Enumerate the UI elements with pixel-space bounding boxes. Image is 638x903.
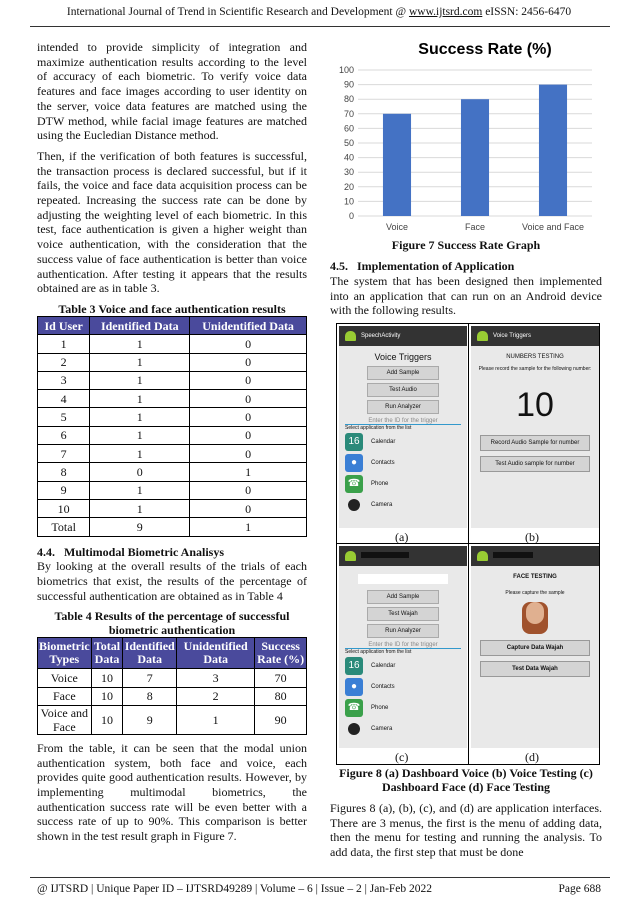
- screen-c-label: (c): [395, 750, 409, 764]
- chart-title: Success Rate (%): [418, 41, 552, 58]
- trigger-id-input[interactable]: Enter the ID for the trigger: [345, 418, 461, 425]
- table4-caption: Table 4 Results of the percentage of successful biometric authentication: [54, 609, 290, 638]
- y-tick-label: 90: [343, 79, 354, 90]
- test-wajah-button[interactable]: Test Wajah: [367, 607, 439, 621]
- journal-name: International Journal of Trend in Scientific Research and Development @: [66, 6, 409, 18]
- android-icon: [345, 551, 356, 561]
- table-cell: 0: [90, 463, 190, 481]
- app-contacts[interactable]: [339, 452, 467, 473]
- camera-icon: [348, 499, 360, 511]
- table-cell: 2: [177, 687, 255, 705]
- android-icon: [477, 551, 488, 561]
- table-row: [38, 353, 307, 371]
- footer-rule: [30, 877, 610, 878]
- app-label: Camera: [371, 725, 393, 732]
- table-cell: 10: [91, 669, 123, 687]
- screen-b-appbar: [471, 326, 599, 346]
- table-cell: 9: [90, 518, 190, 536]
- table-cell: 1: [90, 426, 190, 444]
- app-label: Camera: [371, 501, 393, 508]
- paragraph-4: From the table, it can be seen that the modal union authentication system, both face and voice, each provides quite good authentication results. However, by implementing multimodal biometrics, the authentication success rate will be even better with a success rate of up to 90%. This comparison is better shown in the test result graph in Figure 7.: [37, 740, 307, 844]
- table3-header: Unidentified Data: [190, 316, 307, 334]
- face-icon: [526, 602, 544, 624]
- select-app-label: Select application from the list: [345, 425, 412, 431]
- app-calendar[interactable]: [339, 655, 467, 676]
- table-cell: Total: [38, 518, 90, 536]
- contacts-icon: ●: [345, 678, 363, 696]
- phone-icon: ☎: [345, 475, 363, 493]
- figure8-caption: Figure 8 (a) Dashboard Voice (b) Voice Testing (c) Dashboard Face (d) Face Testing: [339, 766, 593, 794]
- screen-d-title: FACE TESTING: [513, 574, 557, 580]
- section-4-4-heading: 4.4. Multimodal Biometric Analisys: [37, 544, 224, 559]
- app-label: Phone: [371, 704, 389, 711]
- y-tick-label: 60: [343, 123, 354, 134]
- bar-voice: [383, 114, 411, 216]
- table-cell: 1: [90, 390, 190, 408]
- table-cell: 4: [38, 390, 90, 408]
- table-cell: Face: [38, 687, 92, 705]
- table-row: [38, 463, 307, 481]
- paragraph-5: The system that has been designed then implemented into an application that can run on an Android device with the following results.: [330, 274, 602, 318]
- table-cell: 10: [38, 499, 90, 517]
- x-tick-label: Voice: [385, 222, 409, 232]
- table-cell: 1: [38, 335, 90, 353]
- table-cell: 8: [38, 463, 90, 481]
- table-cell: 1: [190, 518, 307, 536]
- add-sample-button[interactable]: Add Sample: [367, 590, 439, 604]
- screen-d-face-testing: [471, 546, 599, 748]
- table-cell: 3: [38, 371, 90, 389]
- table-row: [38, 669, 307, 687]
- camera-icon: [348, 723, 360, 735]
- calendar-icon: 16: [345, 433, 363, 451]
- test-audio-button[interactable]: Test Audio: [367, 383, 439, 397]
- redacted-title: [361, 552, 409, 558]
- y-tick-label: 70: [343, 108, 354, 119]
- run-analyzer-button[interactable]: Run Analyzer: [367, 624, 439, 638]
- screen-a-title: Voice Triggers: [374, 352, 432, 362]
- bar-face: [461, 99, 489, 216]
- y-tick-label: 10: [343, 196, 354, 207]
- table-row: [38, 390, 307, 408]
- test-number: 10: [516, 386, 554, 424]
- select-app-label: Select application from the list: [345, 649, 412, 655]
- app-label: Contacts: [371, 459, 395, 466]
- screen-b-title: NUMBERS TESTING: [506, 354, 564, 360]
- y-tick-label: 100: [338, 65, 354, 75]
- app-calendar[interactable]: [339, 431, 467, 452]
- figure8-screens: [336, 323, 600, 765]
- table-row: [38, 371, 307, 389]
- x-tick-label: Voice and Face: [521, 222, 585, 232]
- screen-a-label: (a): [395, 530, 409, 544]
- y-tick-label: 30: [343, 167, 354, 178]
- y-tick-label: 50: [343, 138, 354, 148]
- table-row: [38, 481, 307, 499]
- contacts-icon: ●: [345, 454, 363, 472]
- screen-b-label: (b): [525, 530, 539, 544]
- android-icon: [477, 331, 488, 341]
- table-row: [38, 335, 307, 353]
- x-tick-label: Face: [464, 222, 486, 232]
- table-cell: 9: [123, 705, 177, 734]
- trigger-id-input[interactable]: Enter the ID for the trigger: [345, 642, 461, 649]
- table3-caption: Table 3 Voice and face authentication results: [58, 301, 286, 316]
- header-rule: [30, 26, 610, 27]
- table-cell: 1: [90, 335, 190, 353]
- table-cell: 0: [190, 371, 307, 389]
- table3: [37, 316, 307, 537]
- table-cell: 1: [90, 353, 190, 371]
- table-row: [38, 687, 307, 705]
- screen-b-prompt: Please record the sample for the following number:: [478, 366, 592, 372]
- table-cell: Voice: [38, 669, 92, 687]
- table-cell: 0: [190, 335, 307, 353]
- figure7-caption: Figure 7 Success Rate Graph: [391, 238, 541, 252]
- screen-divider-h: [337, 543, 599, 544]
- app-camera[interactable]: [339, 718, 467, 739]
- table3-header: Identified Data: [90, 316, 190, 334]
- table-cell: 0: [190, 481, 307, 499]
- app-label: Calendar: [371, 662, 396, 669]
- screen-a-appbar: [339, 326, 467, 346]
- table-cell: 0: [190, 353, 307, 371]
- table-cell: 1: [90, 481, 190, 499]
- record-audio-sample-button[interactable]: Record Audio Sample for number: [480, 435, 590, 451]
- app-phone[interactable]: [339, 697, 467, 718]
- issn: eISSN: 2456-6470: [482, 6, 572, 18]
- phone-icon: ☎: [345, 699, 363, 717]
- table-cell: 9: [38, 481, 90, 499]
- redacted-title: [493, 552, 533, 558]
- table-cell: 10: [91, 705, 123, 734]
- screen-d-prompt: Please capture the sample: [505, 590, 565, 596]
- running-footer: [37, 883, 601, 895]
- table4-header: Success Rate (%): [255, 638, 307, 669]
- test-data-wajah-button[interactable]: Test Data Wajah: [480, 661, 590, 677]
- table-cell: 90: [255, 705, 307, 734]
- table-row: [38, 499, 307, 517]
- table-cell: 1: [190, 463, 307, 481]
- screen-a-appbar-title: SpeechActivity: [361, 333, 401, 339]
- table4: [37, 637, 307, 735]
- app-label: Phone: [371, 480, 389, 487]
- table-cell: 1: [90, 499, 190, 517]
- table-cell: 0: [190, 390, 307, 408]
- page-number: Page 688: [558, 883, 601, 895]
- y-tick-label: 40: [343, 152, 354, 163]
- app-phone[interactable]: [339, 473, 467, 494]
- screen-d-appbar: [471, 546, 599, 566]
- paragraph-6: Figures 8 (a), (b), (c), and (d) are application interfaces. There are 3 menus, the first is the menu of adding data, then the menu for testing and running the analysis. To add data, the first step that must be done: [330, 801, 602, 860]
- table-cell: 6: [38, 426, 90, 444]
- table4-header: Unidentified Data: [177, 638, 255, 669]
- app-camera[interactable]: [339, 494, 467, 515]
- section-4-5-heading: 4.5. Implementation of Application: [330, 259, 515, 273]
- table-cell: 80: [255, 687, 307, 705]
- bar-voice-and-face: [539, 85, 567, 216]
- table-cell: 7: [123, 669, 177, 687]
- table-cell: 7: [38, 445, 90, 463]
- app-contacts[interactable]: [339, 676, 467, 697]
- test-audio-sample-button[interactable]: Test Audio sample for number: [480, 456, 590, 472]
- face-sample-image: [522, 602, 548, 634]
- table-cell: 0: [190, 426, 307, 444]
- table-cell: 1: [177, 705, 255, 734]
- table-row: [38, 518, 307, 536]
- paragraph-1: intended to provide simplicity of integration and maximize authentication results according to the level of accuracy of each biometric. To verify voice data features and face images according to user identity on the server, voice data features are matched using the DTW method, while facial image features are matched using the Eucledian Distance method.: [37, 40, 307, 143]
- table-row: [38, 705, 307, 734]
- table-cell: 8: [123, 687, 177, 705]
- table-cell: 3: [177, 669, 255, 687]
- screen-c-face-dashboard: [339, 546, 467, 748]
- table3-header: Id User: [38, 316, 90, 334]
- table-cell: 2: [38, 353, 90, 371]
- table-row: [38, 445, 307, 463]
- y-tick-label: 80: [343, 94, 354, 105]
- screen-d-label: (d): [525, 750, 539, 764]
- screen-b-voice-testing: [471, 326, 599, 528]
- table-cell: 0: [190, 499, 307, 517]
- y-tick-label: 20: [343, 181, 354, 192]
- footer-info: @ IJTSRD | Unique Paper ID – IJTSRD49289 | Volume – 6 | Issue – 2 | Jan-Feb 2022: [37, 883, 433, 895]
- table-cell: 1: [90, 408, 190, 426]
- calendar-icon: 16: [345, 657, 363, 675]
- screen-a-voice-dashboard: [339, 326, 467, 528]
- table-cell: 0: [190, 408, 307, 426]
- table-row: [38, 426, 307, 444]
- table-cell: 1: [90, 371, 190, 389]
- table-cell: 0: [190, 445, 307, 463]
- success-rate-chart: [330, 34, 602, 240]
- app-label: Calendar: [371, 438, 396, 445]
- table4-header: Total Data: [91, 638, 123, 669]
- table-cell: Voice and Face: [38, 705, 92, 734]
- journal-url[interactable]: www.ijtsrd.com: [408, 6, 483, 18]
- running-header: [0, 6, 638, 18]
- screen-c-blank-title: [358, 574, 448, 584]
- table-row: [38, 408, 307, 426]
- left-column: [37, 40, 307, 850]
- paragraph-2: Then, if the verification of both features is successful, the transaction process is declared successful, but if it fails, the voice and face data acquisition process can be repeated. Increasing the success rate can be done by adjusting the weighting level of each biometric. In this test, face authentication is given a higher weight than voice authentication, with the consideration that the success value of face authentication is better than voice authentication. After testing it appears that the results obtained are as in table 3.: [37, 148, 307, 296]
- y-tick-label: 0: [348, 211, 354, 221]
- table-cell: 5: [38, 408, 90, 426]
- add-sample-button[interactable]: Add Sample: [367, 366, 439, 380]
- run-analyzer-button[interactable]: Run Analyzer: [367, 400, 439, 414]
- screen-c-appbar: [339, 546, 467, 566]
- app-label: Contacts: [371, 683, 395, 690]
- screen-b-appbar-title: Voice Triggers: [493, 333, 532, 339]
- table4-header: Biometric Types: [38, 638, 92, 669]
- screen-divider-v: [468, 324, 469, 764]
- android-icon: [345, 331, 356, 341]
- table-cell: 10: [91, 687, 123, 705]
- table-cell: 1: [90, 445, 190, 463]
- paragraph-3: By looking at the overall results of the trials of each biometrics that exist, the results of the percentage of successful authentication are obtained as in Table 4: [37, 559, 307, 603]
- table4-header: Identified Data: [123, 638, 177, 669]
- table-cell: 70: [255, 669, 307, 687]
- capture-data-wajah-button[interactable]: Capture Data Wajah: [480, 640, 590, 656]
